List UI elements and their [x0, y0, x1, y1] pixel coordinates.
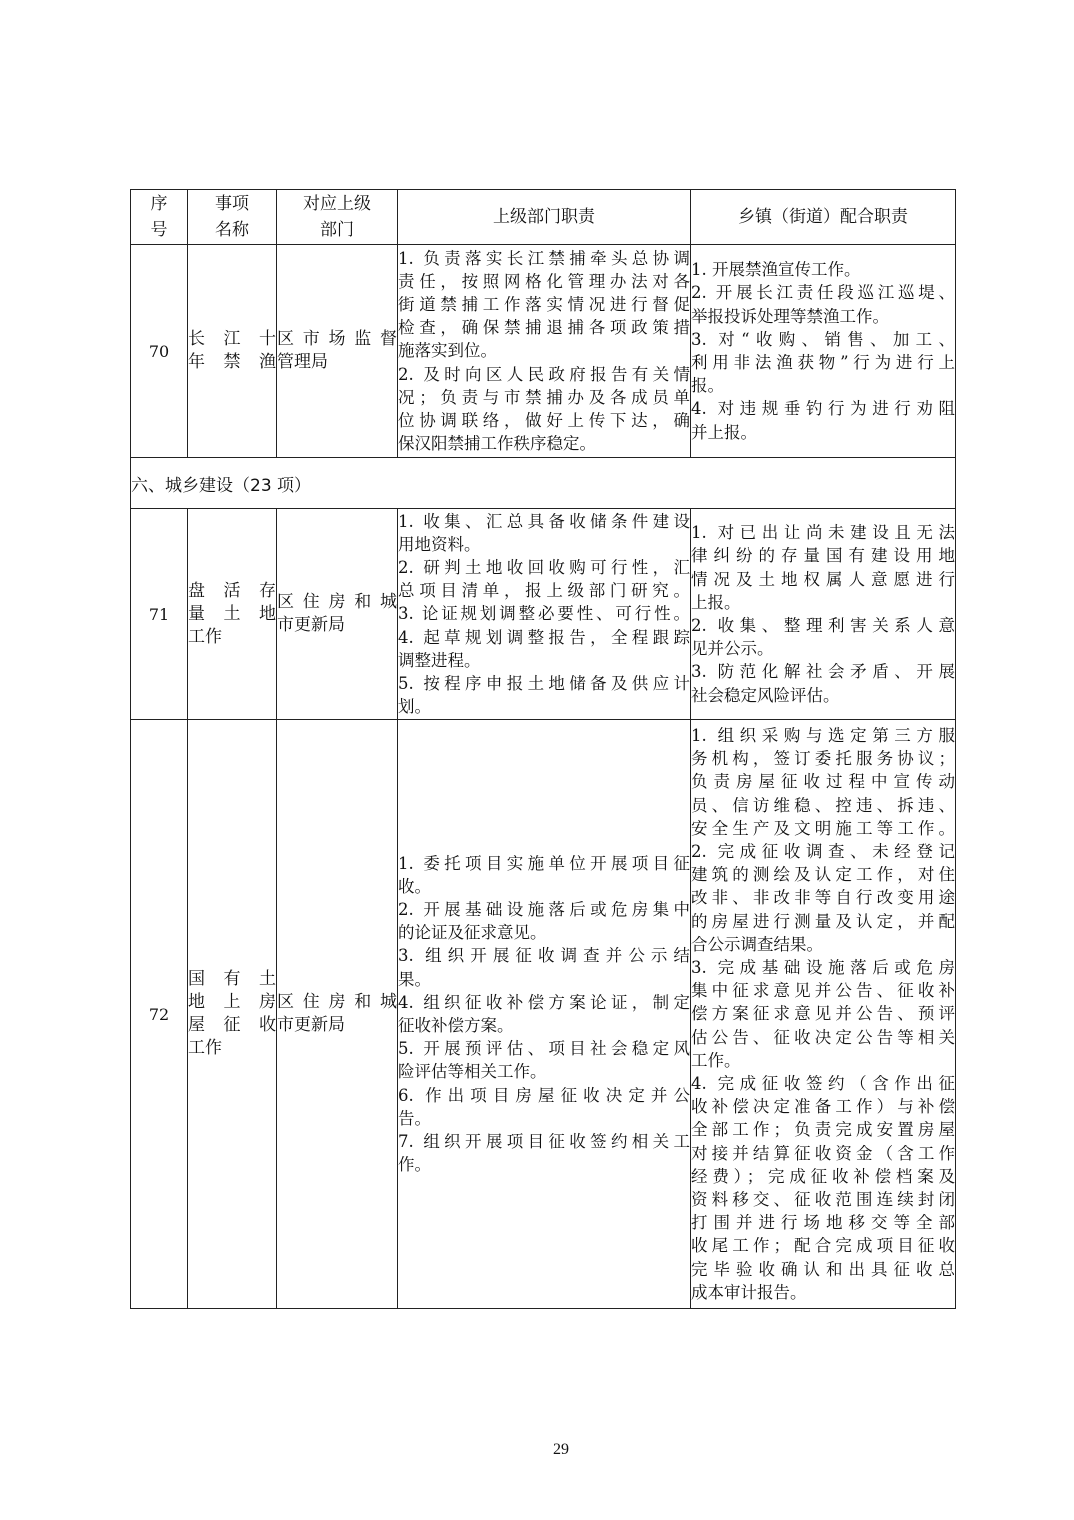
row-number: 72 [131, 720, 188, 1309]
section-title: 六、城乡建设（23 项） [131, 458, 956, 509]
row-number: 70 [131, 245, 188, 458]
upper-duty: 1. 委托项目实施单位开展项目征 收。 2. 开展基础设施落后或危房集中 的论证及征求意见。 3. 组织开展征收调查并公示结 果。 4. 组织征收补偿方案论证，制定 征收补偿方案。 5. 开展预评估、项目社会稳定风 险评估等相关工作。 6. 作出项目房屋征收决定并公 告。 7. 组织开展项目征收签约相关工 作。 [398, 720, 691, 1309]
item-name: 盘活存 量土地 工作 [188, 509, 277, 720]
table-header-row [131, 190, 956, 245]
duty-table [130, 189, 956, 1309]
dept-name: 区住房和城 市更新局 [277, 509, 398, 720]
row-number: 71 [131, 509, 188, 720]
header-upper-duty: 上级部门职责 [398, 190, 691, 245]
town-duty: 1. 对已出让尚未建设且无法 律纠纷的存量国有建设用地 情况及土地权属人意愿进行 上报。 2. 收集、整理利害关系人意 见并公示。 3. 防范化解社会矛盾、开展 社会稳定风险评估。 [691, 509, 956, 720]
item-name: 长江十 年禁渔 [188, 245, 277, 458]
upper-duty: 1. 负责落实长江禁捕牵头总协调 责任，按照网格化管理办法对各 街道禁捕工作落实情况进行督促 检查，确保禁捕退捕各项政策措 施落实到位。 2. 及时向区人民政府报告有关情 况；负责与市禁捕办及各成员单 位协调联络，做好上传下达，确 保汉阳禁捕工作秩序稳定。 [398, 245, 691, 458]
table-row [131, 509, 956, 720]
header-name: 事项 名称 [188, 190, 277, 245]
upper-duty: 1. 收集、汇总具备收储条件建设 用地资料。 2. 研判土地收回收购可行性，汇 总项目清单，报上级部门研究。 3. 论证规划调整必要性、可行性。 4. 起草规划调整报告，全程跟踪 调整进程。 5. 按程序申报土地储备及供应计 划。 [398, 509, 691, 720]
table-row [131, 245, 956, 458]
item-name: 国有土 地上房 屋征收 工作 [188, 720, 277, 1309]
header-seq: 序 号 [131, 190, 188, 245]
town-duty: 1. 组织采购与选定第三方服 务机构，签订委托服务协议； 负责房屋征收过程中宣传动 员、信访维稳、控违、拆违、 安全生产及文明施工等工作。 2. 完成征收调查、未经登记 建筑的测绘及认定工作，对住 改非、非改非等自行改变用途 的房屋进行测量及认定，并配 合公示调查结果。 3. 完成基础设施落后或危房 集中征求意见并公告、征收补 偿方案征求意见并公告、预评 估公告、征收决定公告等相关 工作。 4. 完成征收签约（含作出征 收补偿决定准备工作）与补偿 全部工作；负责完成安置房屋 对接并结算征收资金（含工作 经费）；完成征收补偿档案及 资料移交、征收范围连续封闭 打围并进行场地移交等全部 收尾工作；配合完成项目征收 完毕验收确认和出具征收总 成本审计报告。 [691, 720, 956, 1309]
page-number: 29 [553, 1441, 569, 1458]
header-town-duty: 乡镇（街道）配合职责 [691, 190, 956, 245]
section-row [131, 458, 956, 509]
dept-name: 区市场监督 管理局 [277, 245, 398, 458]
header-dept: 对应上级 部门 [277, 190, 398, 245]
dept-name: 区住房和城 市更新局 [277, 720, 398, 1309]
table-row [131, 720, 956, 1309]
town-duty: 1. 开展禁渔宣传工作。 2. 开展长江责任段巡江巡堤、 举报投诉处理等禁渔工作。 3. 对“收购、销售、加工、 利用非法渔获物”行为进行上 报。 4. 对违规垂钓行为进行劝阻 并上报。 [691, 245, 956, 458]
